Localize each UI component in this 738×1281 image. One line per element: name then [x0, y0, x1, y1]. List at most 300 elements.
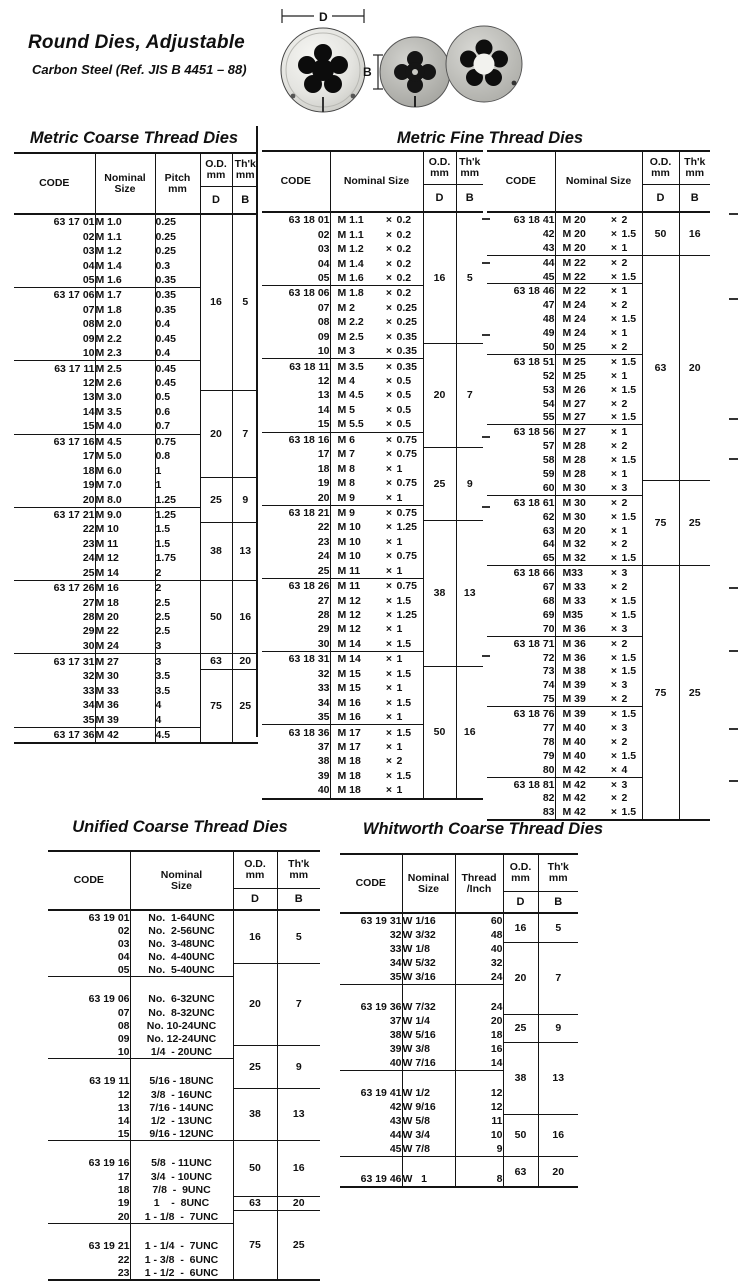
multiply-sign: × — [610, 567, 618, 580]
size-cell — [330, 564, 423, 579]
size-value: M 30 — [562, 510, 586, 523]
size-cell: M 30 — [95, 669, 155, 683]
size-cell — [330, 490, 423, 505]
code-cell: 63 18 36 — [262, 725, 330, 740]
pitch-value: 3 — [621, 778, 628, 791]
pitch-value: 1.5 — [396, 637, 412, 650]
multiply-sign: × — [610, 538, 618, 551]
size-cell — [555, 369, 642, 383]
od-header — [200, 153, 232, 187]
size-value: M 1.1 — [337, 228, 364, 241]
size-cell: 7/16 - 14UNC — [130, 1101, 233, 1114]
size-cell: W 7/16 — [402, 1056, 455, 1071]
pitch-value: 3 — [621, 679, 628, 692]
od-group-cell: 50 — [503, 1114, 538, 1157]
size-value: M 36 — [562, 651, 586, 664]
od-group-cell: 50 — [642, 212, 679, 255]
code-cell: 63 18 56 — [487, 425, 555, 439]
size-cell — [555, 777, 642, 791]
size-cell — [330, 301, 423, 315]
multiply-sign: × — [610, 763, 618, 776]
code-cell: 63 18 66 — [487, 566, 555, 580]
od-group-cell: 16 — [503, 913, 538, 942]
size-value: M 5 — [337, 403, 356, 416]
pitch-value: 0.2 — [396, 257, 412, 270]
multiply-sign: × — [610, 594, 618, 607]
pitch-value: 1.5 — [621, 665, 637, 678]
code-cell: 83 — [487, 805, 555, 820]
code-cell: 32 — [340, 928, 402, 942]
code-cell: 58 — [487, 453, 555, 467]
code-cell: 39 — [262, 769, 330, 783]
code-cell: 14 — [262, 403, 330, 417]
size-cell — [330, 461, 423, 475]
code-cell: 72 — [487, 651, 555, 665]
size-cell — [330, 447, 423, 461]
metric-fine-table-right — [487, 150, 710, 821]
pitch-cell: 0.35 — [155, 288, 200, 303]
pitch-value: 1.5 — [621, 749, 637, 762]
size-cell — [330, 637, 423, 652]
table-row — [48, 1196, 320, 1210]
pitch-cell: 1 — [155, 463, 200, 477]
pitch-value: 1 — [621, 524, 628, 537]
pitch-cell: 4 — [155, 712, 200, 727]
unified-title: Unified Coarse Thread Dies — [72, 818, 288, 836]
tpi-cell: 9 — [455, 1142, 503, 1157]
multiply-sign: × — [610, 327, 618, 340]
code-cell: 63 18 51 — [487, 354, 555, 368]
pitch-value: 3 — [621, 567, 628, 580]
header-line: mm — [206, 169, 226, 181]
od-group-cell: 25 — [503, 1014, 538, 1042]
size-cell: W 7/8 — [402, 1142, 455, 1157]
pitch-value: 0.2 — [396, 243, 412, 256]
size-value: M 2.2 — [337, 316, 364, 329]
size-cell — [555, 284, 642, 298]
pitch-cell: 1.25 — [155, 507, 200, 522]
pitch-value: 2 — [621, 397, 628, 410]
pitch-cell: 0.7 — [155, 419, 200, 434]
code-cell: 17 — [14, 449, 95, 463]
code-cell: 64 — [487, 537, 555, 551]
scan-artifact-tick — [729, 418, 738, 420]
code-header: CODE — [48, 851, 130, 910]
multiply-sign: × — [610, 552, 618, 565]
size-cell — [555, 636, 642, 650]
multiply-sign: × — [610, 778, 618, 791]
size-cell: 7/8 - 9UNC — [130, 1183, 233, 1196]
size-cell: 1 - 1/8 - 7UNC — [130, 1210, 233, 1224]
pitch-value: 0.25 — [396, 301, 417, 314]
code-cell: 20 — [14, 492, 95, 507]
code-cell: 18 — [14, 463, 95, 477]
page-subtitle: Carbon Steel (Ref. JIS B 4451 – 88) — [32, 62, 247, 77]
multiply-sign: × — [385, 403, 393, 416]
size-value: M 24 — [562, 299, 586, 312]
size-cell: W 3/4 — [402, 1128, 455, 1142]
pitch-value: 2 — [621, 440, 628, 453]
pitch-value: 0.5 — [396, 375, 412, 388]
multiply-sign: × — [385, 389, 393, 402]
pitch-cell: 0.8 — [155, 449, 200, 463]
multiply-sign: × — [385, 564, 393, 577]
size-value: M 8 — [337, 462, 356, 475]
header-line: Nominal — [160, 868, 203, 881]
size-cell: 5/8 - 11UNC — [130, 1141, 233, 1171]
multiply-sign: × — [385, 580, 393, 593]
pitch-value: 1.5 — [621, 411, 637, 424]
thk-group-cell: 5 — [277, 910, 320, 963]
header-line: mm — [460, 167, 480, 179]
thk-group-cell: 16 — [277, 1141, 320, 1197]
size-cell — [555, 608, 642, 622]
pitch-cell: 1.5 — [155, 537, 200, 551]
code-cell: 63 18 81 — [487, 777, 555, 791]
pitch-value: 1 — [396, 653, 403, 666]
size-value: M 12 — [337, 609, 361, 622]
size-value: M 27 — [562, 411, 586, 424]
size-cell — [330, 212, 423, 227]
thk-group-cell: 9 — [456, 447, 483, 520]
pitch-value: 1 — [396, 491, 403, 504]
code-cell: 20 — [262, 490, 330, 505]
multiply-sign: × — [385, 594, 393, 607]
tpi-cell: 18 — [455, 1028, 503, 1042]
pitch-value: 1.5 — [621, 510, 637, 523]
code-cell: 17 — [48, 1170, 130, 1183]
header-line: O.D. — [509, 861, 532, 873]
size-cell: No. 6-32UNC — [130, 977, 233, 1007]
size-cell: M 4.5 — [95, 434, 155, 449]
tpi-cell: 8 — [455, 1157, 503, 1188]
size-value: M 18 — [337, 784, 361, 797]
size-cell — [555, 622, 642, 636]
b-dimension-label: B — [363, 65, 372, 79]
code-cell: 67 — [487, 580, 555, 594]
size-cell — [330, 754, 423, 768]
thk-group-cell: 25 — [277, 1210, 320, 1280]
code-cell: 63 19 21 — [48, 1224, 130, 1254]
code-cell: 15 — [14, 419, 95, 434]
thickness-subheader: B — [679, 185, 710, 213]
size-value: M 32 — [562, 552, 586, 565]
code-cell: 49 — [487, 326, 555, 340]
code-cell: 63 18 31 — [262, 652, 330, 667]
table-row — [14, 580, 258, 595]
od-group-cell: 20 — [423, 344, 456, 447]
code-cell: 13 — [48, 1101, 130, 1114]
thk-group-cell: 25 — [232, 669, 258, 743]
code-cell: 02 — [14, 229, 95, 243]
pitch-value: 1 — [396, 740, 403, 753]
od-group-cell: 38 — [233, 1088, 277, 1141]
od-group-cell: 20 — [503, 942, 538, 1014]
thickness-header — [538, 854, 578, 892]
header-line: Nominal — [407, 871, 450, 884]
size-cell: M 5.0 — [95, 449, 155, 463]
thickness-header — [232, 153, 258, 187]
table-row — [487, 212, 710, 227]
multiply-sign: × — [610, 481, 618, 494]
size-value: M 3.5 — [337, 360, 364, 373]
multiply-sign: × — [385, 257, 393, 270]
code-cell: 37 — [340, 1014, 402, 1028]
tpi-cell: 14 — [455, 1056, 503, 1071]
tpi-cell: 20 — [455, 1014, 503, 1028]
size-value: M 24 — [562, 327, 586, 340]
code-cell: 63 17 06 — [14, 288, 95, 303]
size-cell — [555, 749, 642, 763]
size-cell: 1 - 3/8 - 6UNC — [130, 1253, 233, 1266]
pitch-value: 1.5 — [621, 806, 637, 819]
table-row — [14, 478, 258, 492]
code-cell: 04 — [262, 256, 330, 270]
size-value: M 5.5 — [337, 418, 364, 431]
code-cell: 63 18 61 — [487, 495, 555, 509]
thk-group-cell: 5 — [538, 913, 578, 942]
multiply-sign: × — [385, 550, 393, 563]
size-cell: M 33 — [95, 684, 155, 698]
pitch-value: 0.35 — [396, 345, 417, 358]
code-cell: 63 17 26 — [14, 580, 95, 595]
tpi-cell: 16 — [455, 1042, 503, 1056]
code-cell: 32 — [14, 669, 95, 683]
size-cell: M 7.0 — [95, 478, 155, 492]
pitch-cell: 2.5 — [155, 610, 200, 624]
size-value: M 1.4 — [337, 257, 364, 270]
code-cell: 53 — [487, 383, 555, 397]
size-cell — [555, 383, 642, 397]
size-cell — [330, 710, 423, 725]
size-value: M 15 — [337, 667, 361, 680]
nominal-size-header — [402, 854, 455, 913]
pitch-value: 1.5 — [621, 383, 637, 396]
pitch-value: 0.75 — [396, 433, 417, 446]
od-subheader: D — [642, 185, 679, 213]
size-cell — [555, 453, 642, 467]
header-line: mm — [289, 869, 309, 881]
size-cell — [330, 286, 423, 301]
tpi-cell: 60 — [455, 913, 503, 928]
pitch-value: 0.2 — [396, 214, 412, 227]
code-cell: 63 — [487, 524, 555, 538]
pitch-value: 1.5 — [396, 667, 412, 680]
size-value: M 26 — [562, 383, 586, 396]
pitch-cell: 0.35 — [155, 303, 200, 317]
header-line: mm — [168, 182, 187, 195]
od-group-cell: 75 — [642, 481, 679, 566]
size-cell: M 12 — [95, 551, 155, 565]
size-cell: M 24 — [95, 639, 155, 654]
size-cell: M 10 — [95, 522, 155, 536]
multiply-sign: × — [385, 711, 393, 724]
size-value: M 42 — [562, 792, 586, 805]
pitch-value: 4 — [621, 763, 628, 776]
multiply-sign: × — [610, 467, 618, 480]
pitch-value: 0.75 — [396, 477, 417, 490]
pitch-cell: 0.4 — [155, 317, 200, 331]
die-photo-left — [281, 28, 365, 112]
size-cell — [330, 359, 423, 374]
pitch-value: 1.5 — [396, 769, 412, 782]
size-value: M35 — [562, 608, 583, 621]
code-cell: 05 — [48, 963, 130, 977]
die-photo-right — [446, 26, 522, 102]
code-cell: 25 — [14, 566, 95, 581]
thickness-header — [277, 851, 320, 889]
code-cell: 60 — [487, 481, 555, 495]
multiply-sign: × — [385, 287, 393, 300]
pitch-value: 2 — [621, 340, 628, 353]
multiply-sign: × — [610, 693, 618, 706]
code-cell: 42 — [487, 227, 555, 241]
metric-coarse-title: Metric Coarse Thread Dies — [29, 129, 239, 147]
code-cell: 63 17 31 — [14, 654, 95, 669]
size-cell — [555, 410, 642, 424]
code-cell: 70 — [487, 622, 555, 636]
pitch-cell: 4 — [155, 698, 200, 712]
nominal-size-header — [95, 153, 155, 214]
multiply-sign: × — [610, 679, 618, 692]
die-photo-middle — [380, 37, 450, 107]
code-cell: 34 — [14, 698, 95, 712]
pitch-value: 2 — [621, 581, 628, 594]
code-cell: 23 — [262, 535, 330, 549]
size-value: M 9 — [337, 491, 356, 504]
pitch-value: 1 — [621, 426, 628, 439]
header-line: Size — [170, 879, 192, 892]
size-value: M 42 — [562, 778, 586, 791]
code-cell: 12 — [14, 376, 95, 390]
size-cell — [555, 665, 642, 679]
multiply-sign: × — [610, 665, 618, 678]
tpi-cell: 24 — [455, 985, 503, 1015]
table-row — [340, 1157, 578, 1188]
code-cell: 39 — [340, 1042, 402, 1056]
code-cell: 27 — [14, 595, 95, 609]
od-header — [503, 854, 538, 892]
size-cell — [330, 549, 423, 563]
size-cell: W 9/16 — [402, 1100, 455, 1114]
od-group-cell: 25 — [200, 478, 232, 522]
size-cell — [555, 312, 642, 326]
code-cell: 09 — [262, 330, 330, 344]
code-cell: 18 — [262, 461, 330, 475]
scan-artifact-tick — [729, 213, 738, 215]
size-cell — [330, 330, 423, 344]
code-cell: 63 19 36 — [340, 985, 402, 1015]
size-cell: M 39 — [95, 712, 155, 727]
size-value: M 9 — [337, 506, 356, 519]
code-cell: 63 19 01 — [48, 910, 130, 924]
size-cell: M 1.0 — [95, 214, 155, 229]
pitch-value: 1 — [621, 327, 628, 340]
multiply-sign: × — [610, 411, 618, 424]
size-value: M 11 — [337, 580, 361, 593]
size-cell — [330, 374, 423, 388]
table-row — [340, 1014, 578, 1028]
size-cell — [330, 535, 423, 549]
table-row — [48, 963, 320, 977]
multiply-sign: × — [610, 608, 618, 621]
code-header: CODE — [262, 151, 330, 212]
pitch-value: 2 — [621, 213, 628, 226]
multiply-sign: × — [385, 755, 393, 768]
size-value: M 38 — [562, 665, 586, 678]
size-value: M 32 — [562, 538, 586, 551]
code-cell: 75 — [487, 692, 555, 706]
size-cell — [555, 495, 642, 509]
size-cell — [330, 227, 423, 241]
code-cell: 44 — [487, 255, 555, 269]
size-cell: M 27 — [95, 654, 155, 669]
code-cell: 10 — [14, 346, 95, 361]
code-cell: 30 — [14, 639, 95, 654]
table-row — [487, 566, 710, 580]
pitch-value: 1.5 — [621, 355, 637, 368]
multiply-sign: × — [610, 397, 618, 410]
code-cell: 42 — [340, 1100, 402, 1114]
header-line: O.D. — [205, 158, 227, 170]
pitch-cell: 0.25 — [155, 214, 200, 229]
multiply-sign: × — [610, 708, 618, 721]
size-value: M 33 — [562, 594, 586, 607]
table-row — [340, 1114, 578, 1128]
multiply-sign: × — [610, 440, 618, 453]
multiply-sign: × — [610, 496, 618, 509]
size-cell — [555, 212, 642, 227]
size-cell — [555, 805, 642, 820]
multiply-sign: × — [385, 301, 393, 314]
size-cell: M 8.0 — [95, 492, 155, 507]
pitch-value: 1 — [396, 564, 403, 577]
code-cell: 05 — [262, 271, 330, 286]
thk-group-cell: 7 — [232, 390, 258, 478]
size-cell: W 3/8 — [402, 1042, 455, 1056]
pitch-cell: 0.75 — [155, 434, 200, 449]
code-cell: 63 19 46 — [340, 1157, 402, 1188]
code-cell: 23 — [48, 1266, 130, 1280]
thk-group-cell: 7 — [277, 963, 320, 1045]
whitworth-coarse-table — [340, 853, 578, 1188]
metric-fine-title: Metric Fine Thread Dies — [396, 129, 584, 147]
table-row — [487, 481, 710, 495]
pitch-value: 1 — [396, 711, 403, 724]
size-cell — [555, 467, 642, 481]
size-value: M 12 — [337, 594, 361, 607]
nominal-size-header: Nominal Size — [330, 151, 423, 212]
thk-group-cell: 16 — [679, 212, 710, 255]
size-cell — [555, 340, 642, 354]
code-cell: 17 — [262, 447, 330, 461]
code-cell: 15 — [262, 417, 330, 432]
code-cell: 08 — [14, 317, 95, 331]
pitch-cell: 2 — [155, 580, 200, 595]
size-cell: W 1/16 — [402, 913, 455, 928]
code-cell: 68 — [487, 594, 555, 608]
multiply-sign: × — [610, 510, 618, 523]
thk-group-cell: 20 — [679, 255, 710, 481]
size-cell — [330, 315, 423, 329]
tpi-cell: 32 — [455, 956, 503, 970]
size-cell: W 1 — [402, 1157, 455, 1188]
pitch-cell: 3.5 — [155, 684, 200, 698]
code-cell: 77 — [487, 721, 555, 735]
size-cell — [555, 270, 642, 284]
code-cell: 30 — [262, 637, 330, 652]
pitch-value: 2 — [621, 496, 628, 509]
